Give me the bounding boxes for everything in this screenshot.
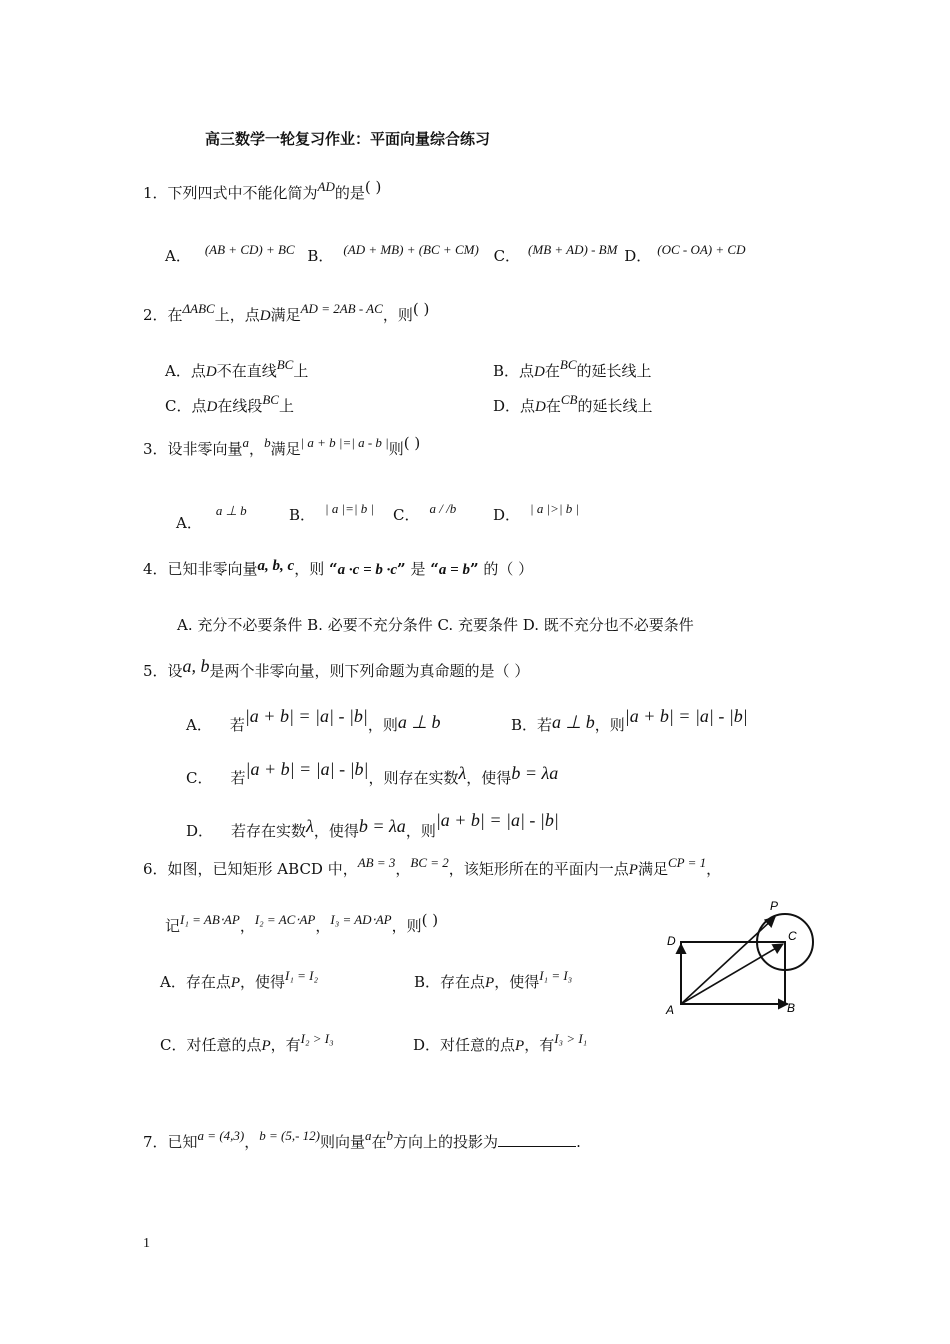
option-expr: (OC - OA) + CD	[657, 242, 746, 257]
q1-math: AD	[317, 179, 335, 194]
option-label: C．	[186, 769, 213, 787]
option-expr: (AB + CD) + BC	[204, 242, 295, 257]
q6-option-a	[160, 968, 319, 993]
q6-math: CP = 1	[667, 855, 707, 870]
q6-text: ，	[706, 860, 722, 878]
q4-text: 是	[410, 560, 426, 578]
option-expr: (AD + MB) + (BC + CM)	[343, 242, 479, 257]
option-text: 上	[278, 397, 294, 415]
q3-option-b	[289, 501, 375, 526]
label-c: C	[788, 929, 797, 943]
option-expr: I₂ > I₃	[300, 1031, 334, 1046]
option-math: BC	[559, 357, 577, 372]
option-label: A．	[186, 716, 212, 734]
q6-text: ，	[239, 917, 255, 935]
option-text: 在	[545, 397, 561, 415]
option-math: P	[230, 975, 241, 991]
option-label: B．点	[493, 362, 535, 380]
q7-text: ，	[244, 1133, 260, 1151]
q6-text: ，	[315, 917, 331, 935]
option-math: λ	[306, 816, 314, 836]
q7-text: 则向量	[320, 1133, 366, 1151]
q5-text: 5．设	[143, 662, 183, 680]
q2-math: AD = 2AB - AC	[300, 301, 383, 316]
answer-blank	[498, 1132, 576, 1147]
q7-math: b	[386, 1128, 394, 1143]
question-2-stem	[143, 300, 430, 326]
option-math: D	[206, 399, 218, 415]
q4-text: 4．已知非零向量	[143, 560, 258, 578]
option-label: D．点	[493, 397, 536, 415]
option-label: C．	[393, 506, 420, 524]
q6-text: 满足	[637, 860, 668, 878]
option-label: A．点	[165, 362, 206, 380]
option-expr: a ⊥ b	[552, 712, 595, 732]
q3-text: 3．设非零向量	[143, 440, 243, 458]
q4-math: a, b, c	[257, 558, 295, 574]
q6-text: ，该矩形所在的平面内一点	[448, 860, 629, 878]
option-label: A．	[165, 247, 191, 265]
label-p: P	[770, 899, 779, 913]
option-expr: | a |>| b |	[530, 501, 580, 516]
question-4-stem	[143, 559, 533, 580]
option-text: ，使得	[313, 822, 359, 840]
q5-math: a, b	[182, 656, 210, 676]
q4-text: 的（ ）	[483, 560, 534, 578]
q3-option-d	[493, 501, 580, 526]
q3-text: ，	[249, 440, 265, 458]
option-label: D．	[493, 506, 521, 524]
answer-paren: ( )	[364, 178, 382, 196]
option-text: ，使得	[240, 973, 286, 991]
question-6-stem	[143, 855, 722, 880]
q6-text: ，	[395, 860, 411, 878]
option-label: B．	[289, 506, 316, 524]
q1-options	[165, 242, 746, 267]
q6-option-b	[414, 968, 573, 993]
option-expr: a / /b	[429, 501, 457, 516]
q6-math: BC = 2	[410, 855, 449, 870]
q6-text: 记	[165, 917, 181, 935]
page-number: 1	[143, 1236, 150, 1251]
q2-math: D	[259, 308, 271, 324]
option-text: ，则	[367, 716, 398, 734]
option-expr: |a + b| = |a| - |b|	[435, 810, 559, 830]
q6-text: ，则	[391, 917, 422, 935]
option-math: D	[205, 364, 217, 380]
option-text: ，有	[270, 1036, 301, 1054]
q3-text: 则	[388, 440, 404, 458]
q3-option-a	[176, 503, 247, 534]
q6-option-d	[413, 1031, 588, 1056]
q4-quote: ”	[397, 560, 406, 578]
question-5-stem	[143, 656, 530, 681]
label-b: B	[787, 1001, 796, 1015]
option-math: P	[515, 1038, 525, 1054]
option-expr: b = λa	[358, 816, 406, 836]
q4-text: ，则	[294, 560, 325, 578]
q4-quote: “	[430, 560, 439, 578]
question-6-definitions	[165, 911, 439, 937]
option-label: C．对任意的点	[160, 1036, 262, 1054]
option-label: B．	[307, 247, 334, 265]
option-text: ，有	[524, 1036, 555, 1054]
option-text: ，使得	[466, 769, 512, 787]
option-math: BC	[262, 392, 279, 407]
option-text: 若	[229, 716, 245, 734]
q4-math: a ·c = b ·c	[337, 562, 398, 578]
option-expr: I₁ = I₃	[539, 968, 573, 983]
q7-text: 在	[371, 1133, 387, 1151]
q2-option-c	[165, 392, 294, 417]
option-text: 若存在实数	[231, 822, 307, 840]
q6-text: 6．如图，已知矩形 ABCD 中，	[143, 860, 358, 878]
q3-text: 满足	[270, 440, 301, 458]
q6-option-c	[160, 1031, 334, 1056]
option-expr: I₃ > I₁	[554, 1031, 588, 1046]
option-text: 若	[230, 769, 246, 787]
q4-quote: ”	[469, 560, 479, 578]
q7-text: 方向上的投影为	[393, 1133, 499, 1151]
q6-math: I₂ = AC⋅AP	[254, 912, 316, 927]
option-text: 上	[293, 362, 309, 380]
option-label: D．	[186, 822, 214, 840]
q7-text: .	[576, 1133, 581, 1151]
q7-math: b = (5,- 12)	[259, 1128, 321, 1143]
vector-ap	[681, 917, 775, 1004]
q6-math: AB = 3	[357, 855, 396, 870]
question-3-stem	[143, 434, 421, 460]
option-text: 的延长线上	[577, 397, 653, 415]
option-label: D．对任意的点	[413, 1036, 516, 1054]
option-expr: a ⊥ b	[397, 712, 441, 732]
q5-option-a	[186, 706, 441, 735]
q2-text: 2．在	[143, 306, 183, 324]
option-text: 不在直线	[216, 362, 277, 380]
question-7-stem	[143, 1128, 581, 1153]
q1-text-suffix: 的是	[334, 184, 365, 202]
rectangle-circle-figure	[660, 895, 820, 1020]
q2-option-d	[493, 392, 653, 417]
option-math: P	[261, 1038, 271, 1054]
answer-paren: ( )	[403, 434, 421, 452]
option-math: P	[485, 975, 495, 991]
label-d: D	[667, 934, 676, 948]
option-expr: | a |=| b |	[325, 501, 375, 516]
option-expr: |a + b| = |a| - |b|	[244, 706, 368, 726]
option-text: 在	[544, 362, 560, 380]
q2-option-a	[165, 357, 309, 382]
q3-option-c	[393, 501, 457, 526]
option-label: A．	[176, 514, 202, 532]
q6-math: I₁ = AB⋅AP	[180, 912, 240, 927]
q7-math: a	[365, 1128, 372, 1143]
answer-paren: ( )	[412, 300, 430, 318]
option-expr: b = λa	[511, 763, 559, 783]
option-expr: |a + b| = |a| - |b|	[624, 706, 748, 726]
option-text: ，使得	[494, 973, 540, 991]
label-a: A	[666, 1003, 675, 1017]
q5-option-c	[186, 759, 559, 788]
question-1-stem	[143, 178, 382, 204]
option-label: B．	[511, 716, 538, 734]
q1-text: 1．下列四式中不能化简为	[143, 184, 318, 202]
q2-math: ΔABC	[182, 301, 215, 316]
q4-quote: “	[329, 560, 338, 578]
q4-math: a = b	[438, 562, 470, 578]
q5-text: 是两个非零向量，则下列命题为真命题的是（ ）	[209, 662, 530, 680]
option-label: D．	[624, 247, 652, 265]
option-math: BC	[276, 357, 294, 372]
q2-option-b	[493, 357, 652, 382]
q6-math: I₃ = AD⋅AP	[330, 912, 392, 927]
option-math: D	[535, 399, 546, 415]
option-text: 若	[537, 716, 553, 734]
q5-option-b	[511, 706, 748, 735]
option-expr: I₁ = I₂	[285, 968, 319, 983]
option-math: D	[534, 364, 545, 380]
option-math: λ	[458, 763, 467, 783]
option-expr: (MB + AD) - BM	[528, 242, 618, 257]
option-text: 的延长线上	[576, 362, 652, 380]
q6-math: P	[628, 862, 638, 878]
q2-text: 满足	[270, 306, 301, 324]
option-text: ，则	[594, 716, 625, 734]
q3-math: a	[242, 435, 250, 450]
option-text: ，则	[405, 822, 436, 840]
option-math: CB	[560, 392, 578, 407]
answer-paren: ( )	[421, 911, 439, 929]
q7-text: 7．已知	[143, 1133, 198, 1151]
vector-ac	[681, 944, 783, 1004]
option-expr: a ⊥ b	[215, 503, 247, 518]
q7-math: a = (4,3)	[197, 1128, 245, 1143]
option-label: C．	[493, 247, 521, 265]
q2-text: 上，点	[214, 306, 260, 324]
option-expr: |a + b| = |a| - |b|	[245, 759, 369, 779]
q5-option-d	[186, 810, 559, 841]
option-label: C．点	[165, 397, 207, 415]
q3-math: | a + b |=| a - b |	[300, 435, 389, 450]
option-label: B．存在点	[414, 973, 486, 991]
option-label: A．存在点	[160, 973, 231, 991]
q3-math: b	[264, 435, 271, 450]
option-text: ，则存在实数	[368, 769, 459, 787]
page-title: 高三数学一轮复习作业：平面向量综合练习	[205, 130, 491, 148]
q2-text: ，则	[382, 306, 413, 324]
q4-options: A. 充分不必要条件 B. 必要不充分条件 C. 充要条件 D. 既不充分也不必要条件	[177, 616, 694, 634]
option-text: 在线段	[217, 397, 263, 415]
